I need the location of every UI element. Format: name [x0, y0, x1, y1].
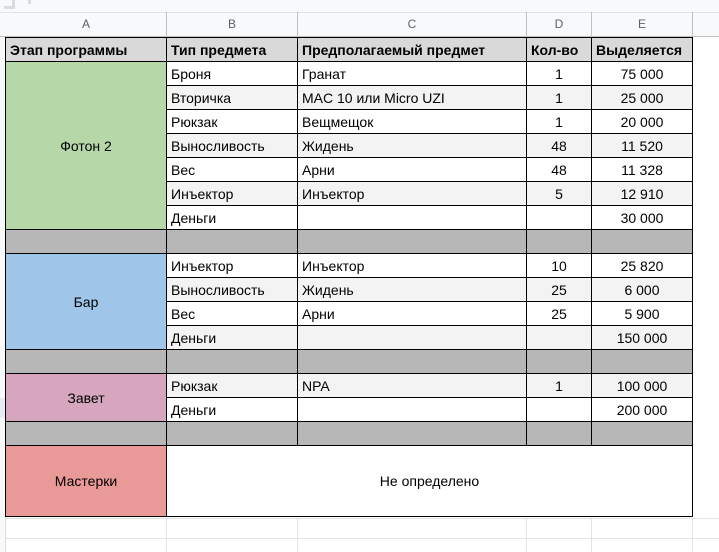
qty-cell[interactable]: 48	[526, 133, 592, 158]
item-cell[interactable]: Арни	[297, 301, 527, 326]
alloc-cell[interactable]: 12 910	[591, 181, 693, 206]
type-cell[interactable]: Деньги	[166, 325, 298, 350]
item-cell[interactable]: Жидень	[297, 133, 527, 158]
group-stage-cell[interactable]: Бар	[5, 253, 167, 350]
separator-cell[interactable]	[297, 421, 527, 446]
column-header-a[interactable]: A	[6, 12, 167, 37]
column-header-b[interactable]: B	[167, 12, 298, 37]
type-cell[interactable]: Вес	[166, 157, 298, 182]
qty-cell[interactable]: 1	[526, 373, 592, 398]
item-cell[interactable]: Гранат	[297, 61, 527, 86]
alloc-cell[interactable]: 25 000	[591, 85, 693, 110]
separator-cell[interactable]	[166, 421, 298, 446]
type-cell[interactable]: Деньги	[166, 205, 298, 230]
separator-cell[interactable]	[5, 229, 167, 254]
type-cell[interactable]: Броня	[166, 61, 298, 86]
type-cell[interactable]: Рюкзак	[166, 109, 298, 134]
separator-cell[interactable]	[591, 229, 693, 254]
qty-cell[interactable]: 25	[526, 277, 592, 302]
qty-cell[interactable]: 48	[526, 157, 592, 182]
header-stage[interactable]: Этап программы	[5, 37, 167, 62]
item-cell[interactable]: Инъектор	[297, 181, 527, 206]
type-cell[interactable]: Рюкзак	[166, 373, 298, 398]
type-cell[interactable]: Выносливость	[166, 133, 298, 158]
alloc-cell[interactable]: 5 900	[591, 301, 693, 326]
item-cell[interactable]	[297, 205, 527, 230]
type-cell[interactable]: Деньги	[166, 397, 298, 422]
alloc-cell[interactable]: 25 820	[591, 253, 693, 278]
gridline	[692, 518, 693, 552]
separator-cell[interactable]	[591, 421, 693, 446]
freeze-handle-secondary[interactable]	[20, 0, 31, 4]
freeze-handle[interactable]	[4, 0, 15, 9]
alloc-cell[interactable]: 11 520	[591, 133, 693, 158]
qty-cell[interactable]: 1	[526, 61, 592, 86]
gridline	[297, 518, 298, 552]
gridline	[526, 518, 527, 552]
type-cell[interactable]: Вес	[166, 301, 298, 326]
separator-cell[interactable]	[526, 349, 592, 374]
separator-cell[interactable]	[526, 229, 592, 254]
group-stage-cell[interactable]: Фотон 2	[5, 61, 167, 230]
column-header-d[interactable]: D	[527, 12, 592, 37]
qty-cell[interactable]	[526, 325, 592, 350]
alloc-cell[interactable]: 11 328	[591, 157, 693, 182]
header-item[interactable]: Предполагаемый предмет	[297, 37, 527, 62]
item-cell[interactable]	[297, 325, 527, 350]
qty-cell[interactable]: 1	[526, 109, 592, 134]
toolbar-strip	[0, 0, 719, 12]
alloc-cell[interactable]: 6 000	[591, 277, 693, 302]
qty-cell[interactable]: 25	[526, 301, 592, 326]
separator-cell[interactable]	[297, 349, 527, 374]
alloc-cell[interactable]: 30 000	[591, 205, 693, 230]
item-cell[interactable]	[297, 397, 527, 422]
qty-cell[interactable]	[526, 205, 592, 230]
item-cell[interactable]: NPA	[297, 373, 527, 398]
alloc-cell[interactable]: 75 000	[591, 61, 693, 86]
alloc-cell[interactable]: 200 000	[591, 397, 693, 422]
type-cell[interactable]: Выносливость	[166, 277, 298, 302]
item-cell[interactable]: Жидень	[297, 277, 527, 302]
alloc-cell[interactable]: 150 000	[591, 325, 693, 350]
separator-cell[interactable]	[526, 421, 592, 446]
item-cell[interactable]: Вещмещок	[297, 109, 527, 134]
separator-cell[interactable]	[5, 421, 167, 446]
item-cell[interactable]: Инъектор	[297, 253, 527, 278]
separator-cell[interactable]	[297, 229, 527, 254]
header-qty[interactable]: Кол-во	[526, 37, 592, 62]
item-cell[interactable]: Арни	[297, 157, 527, 182]
qty-cell[interactable]: 5	[526, 181, 592, 206]
type-cell[interactable]: Инъектор	[166, 181, 298, 206]
undefined-note-cell[interactable]: Не определено	[166, 445, 693, 517]
gridline	[166, 518, 167, 552]
column-header-c[interactable]: C	[298, 12, 527, 37]
empty-grid-area	[6, 518, 719, 552]
alloc-cell[interactable]: 100 000	[591, 373, 693, 398]
separator-cell[interactable]	[591, 349, 693, 374]
type-cell[interactable]: Инъектор	[166, 253, 298, 278]
type-cell[interactable]: Вторичка	[166, 85, 298, 110]
separator-cell[interactable]	[5, 349, 167, 374]
column-header-e[interactable]: E	[592, 12, 693, 37]
alloc-cell[interactable]: 20 000	[591, 109, 693, 134]
qty-cell[interactable]: 10	[526, 253, 592, 278]
separator-cell[interactable]	[166, 349, 298, 374]
group-stage-cell[interactable]: Завет	[5, 373, 167, 422]
qty-cell[interactable]	[526, 397, 592, 422]
qty-cell[interactable]: 1	[526, 85, 592, 110]
header-type[interactable]: Тип предмета	[166, 37, 298, 62]
header-alloc[interactable]: Выделяется	[591, 37, 693, 62]
separator-cell[interactable]	[166, 229, 298, 254]
group-stage-cell[interactable]: Мастерки	[5, 445, 167, 517]
item-cell[interactable]: MAC 10 или Micro UZI	[297, 85, 527, 110]
gridline	[591, 518, 592, 552]
